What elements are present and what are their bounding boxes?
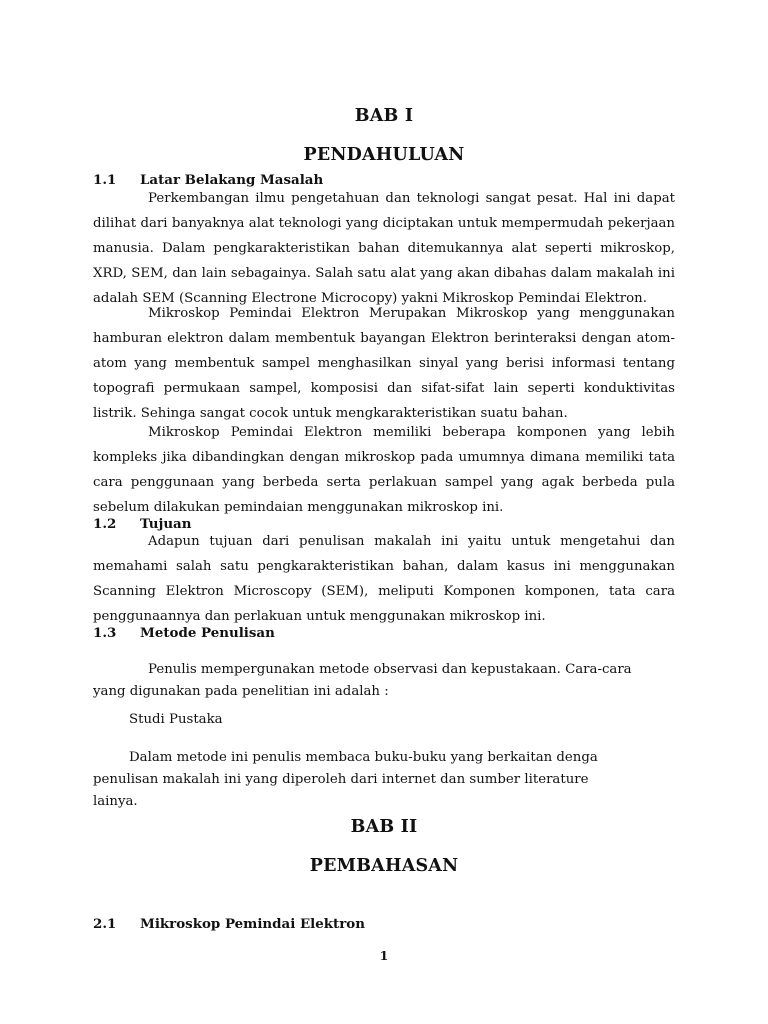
paragraph-5: Penulis mempergunakan metode observasi dan kepustakaan. Cara-cara yang digunakan pada penelitian ini adalah : xyxy=(93,662,632,699)
chapter-1-label: BAB I xyxy=(354,106,414,126)
paragraph-1: Perkembangan ilmu pengetahuan dan teknologi sangat pesat. Hal ini dapat dilihat dari banyaknya alat teknologi yang diciptakan untuk mempermudah pekerjaan manusia. Dalam pengkarakteristikan bahan ditemukannya alat seperti mikroskop, XRD, SEM, dan lain sebagainya. Salah satu alat yang akan dibahas dalam makalah ini adalah SEM (Scanning Electrone Microcopy) yakni Mikroskop Pemindai Elektron. xyxy=(93,191,675,306)
paragraph-2: Mikroskop Pemindai Elektron Merupakan Mikroskop yang menggunakan hamburan elektron dalam membentuk bayangan Elektron berinteraksi dengan atom-atom yang membentuk sampel menghasilkan sinyal yang berisi informasi tentang topografi permukaan sampel, komposisi dan sifat-sifat lain seperti konduktivitas listrik. Sehinga sangat cocok untuk mengkarakteristikan suatu bahan. xyxy=(93,306,675,421)
section-number: 2.1 xyxy=(93,916,117,932)
section-title: Tujuan xyxy=(140,516,192,532)
chapter-1-title: PENDAHULUAN xyxy=(303,145,465,165)
section-title: Mikroskop Pemindai Elektron xyxy=(140,916,365,932)
chapter-2-title: PEMBAHASAN xyxy=(309,856,459,876)
section-number: 1.1 xyxy=(93,172,117,188)
section-title: Latar Belakang Masalah xyxy=(140,172,324,188)
paragraph-4: Adapun tujuan dari penulisan makalah ini yaitu untuk mengetahui dan memahami salah satu pengkarakteristikan bahan, dalam kasus ini menggunakan Scanning Elektron Microscopy (SEM), meliputi Komponen komponen, tata cara penggunaannya dan perlakuan untuk menggunakan mikroskop ini. xyxy=(93,534,675,624)
paragraph-3: Mikroskop Pemindai Elektron memiliki beberapa komponen yang lebih kompleks jika dibandingkan dengan mikroskop pada umumnya dimana memiliki tata cara penggunaan yang berbeda serta perlakuan sampel yang agak berbeda pula sebelum dilakukan pemindaian menggunakan mikroskop ini. xyxy=(93,425,675,515)
chapter-2-label: BAB II xyxy=(350,817,418,837)
section-1-3-heading xyxy=(93,625,275,641)
section-2-1-heading xyxy=(93,916,365,932)
page-number: 1 xyxy=(379,948,389,963)
section-title: Metode Penulisan xyxy=(140,625,275,641)
paragraph-6: Dalam metode ini penulis membaca buku-buku yang berkaitan denga penulisan makalah ini yang diperoleh dari internet dan sumber literature lainya. xyxy=(93,750,598,809)
list-item-studi-pustaka: Studi Pustaka xyxy=(129,712,223,727)
section-number: 1.2 xyxy=(93,516,117,532)
section-number: 1.3 xyxy=(93,625,117,641)
